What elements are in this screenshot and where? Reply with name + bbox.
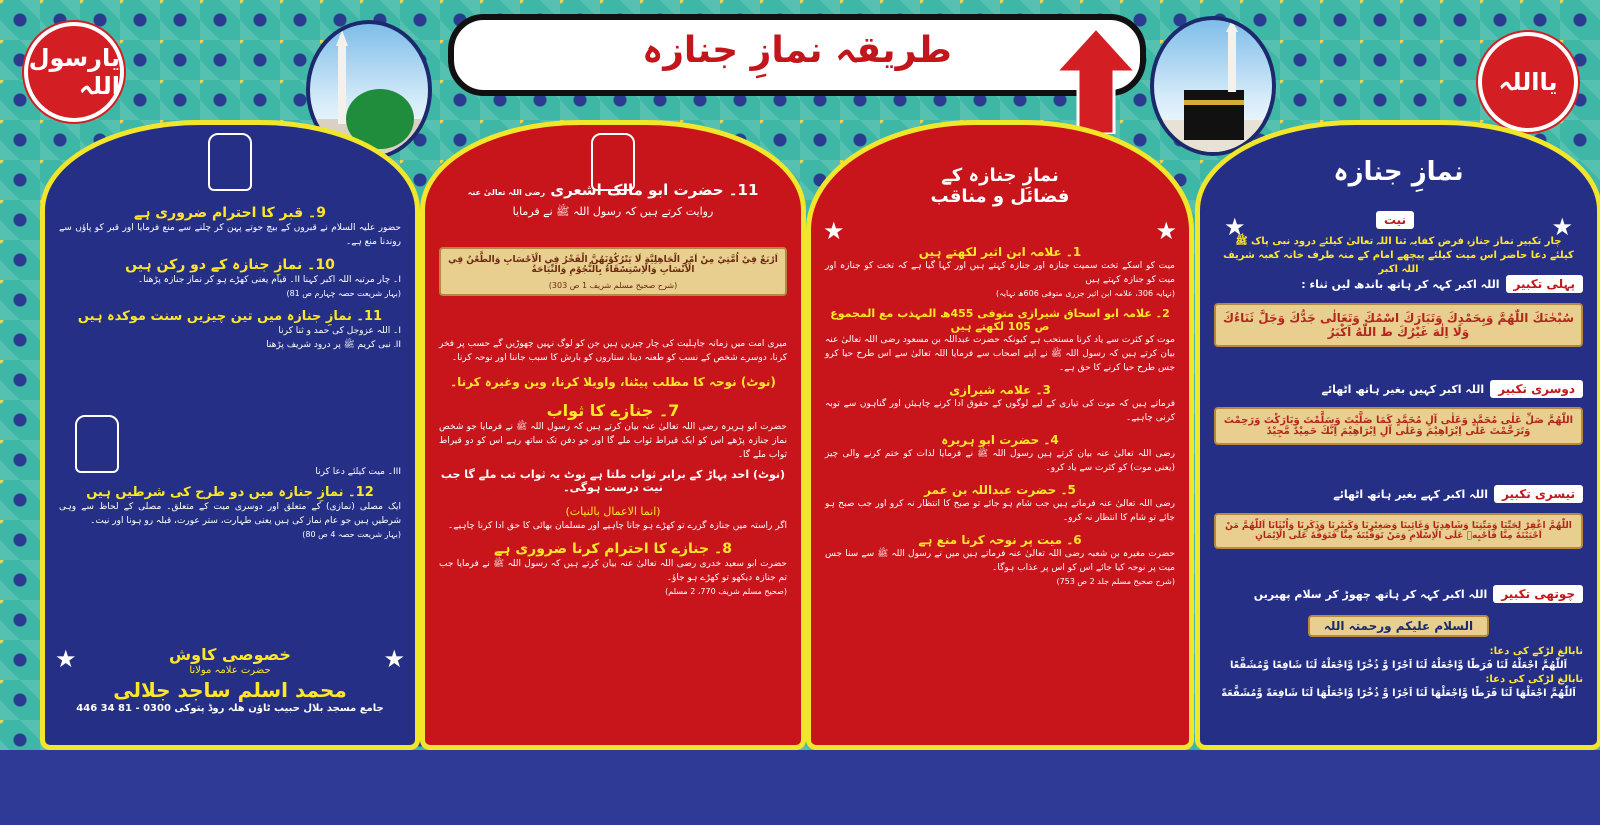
section-heading: 8۔ جنازے کا احترام کرنا ضروری ہے	[494, 541, 732, 557]
star-icon: ★	[1551, 213, 1573, 241]
section-text: حضور علیہ السلام نے قبروں کے بیچ جوتے پہن کر چلنے سے منع فرمایا اور قبر کو پاؤں سے روندنا منع ہے۔	[59, 223, 401, 247]
reference: (نہایہ 306، علامہ ابن اثیر جزری متوفی 606ھ نہایہ)	[996, 289, 1175, 298]
lantern-icon	[208, 133, 252, 191]
takbeer-label-4: چوتھی تکبیر	[1493, 585, 1583, 603]
boy-dua: اَللّٰهُمَّ اجْعَلْهُ لَنَا فَرَطًا وَّاجْعَلْهُ لَنَا اَجْرًا وَّ ذُخْرًا وَّاجْعَلْهُ لَنَا شَافِعًا وَّمُشَفَّعًا	[1229, 660, 1568, 671]
column-qabar	[40, 120, 420, 750]
section-text: رضی اللہ تعالیٰ عنہ فرماتے ہیں جب شام ہو جائے تو صبح کا انتظار نہ کرو اور جب صبح ہو جائے تو شام کا انتظار نہ کرو۔	[825, 499, 1175, 523]
section-text: حضرت مغیرہ بن شعبہ رضی اللہ تعالیٰ عنہ فرماتے ہیں میں نے رسول اللہ ﷺ سے سنا جس میت پر نوحہ کیا جائے اس کو اس پر عذاب ہوگا۔	[825, 549, 1175, 573]
star-icon: ★	[383, 645, 405, 673]
takbeer-label-1: پہلی تکبیر	[1506, 275, 1584, 293]
section-heading: 9۔ قبر کا احترام ضروری ہے	[134, 205, 326, 221]
section-heading: 11۔ نمازِ جنازہ میں تین چیزیں سنت موکدہ ہیں	[77, 309, 383, 324]
column-fazail	[806, 120, 1194, 750]
column-heading: 11۔ حضرت ابو مالک اشعری رضی اللہ تعالیٰ عنہ	[467, 181, 759, 199]
title-box	[448, 14, 1146, 96]
star-icon: ★	[823, 217, 845, 245]
credit-title: حضرت علامہ مولانا	[189, 665, 271, 676]
reference: (شرح صحیح مسلم جلد 2 ص 753)	[1056, 577, 1175, 586]
hadith-quote: (انما الاعمال بالنیات)	[565, 505, 661, 518]
address: جامع مسجد بلال حبیب ٹاؤن ھلہ روڈ پتوکی 0300 - 81 34 446	[76, 703, 384, 714]
list-item: III۔ میت کیلئے دعا کرنا	[315, 467, 401, 477]
reference: (بہار شریعت حصہ چہارم ص 81)	[286, 289, 401, 298]
column-ashari	[420, 120, 806, 750]
section-heading: 6۔ میت پر نوحہ کرنا منع ہے	[918, 533, 1082, 547]
section-heading: 10۔ نمازِ جنازہ کے دو رکن ہیں	[125, 257, 335, 273]
takbeer-text-4: اللہ اکبر کہہ کر ہاتھ چھوڑ کر سلام پھیریں	[1253, 587, 1488, 601]
boy-dua-heading: نابالغ لڑکے کی دعا:	[1489, 646, 1583, 657]
section-heading: 7۔ جنازے کا ثواب	[546, 401, 680, 420]
list-item: II۔ نبی کریم ﷺ پر درود شریف پڑھنا	[266, 340, 401, 350]
niyat-label: نیت	[1376, 211, 1414, 229]
makkah-photo	[1150, 16, 1276, 156]
thana-text: سُبْحٰنَكَ اللّٰهُمَّ وَبِحَمْدِكَ وَتَبَارَكَ اسْمُكَ وَتَعَالٰى جَدُّكَ وَجَلَّ ثَنَاءُكَ وَلَا اِلٰهَ غَيْرُكَ ط اللّٰهُ اَكْبَرُ	[1222, 311, 1575, 339]
reference: (شرح صحیح مسلم شریف 1 ص 303)	[548, 281, 678, 290]
star-icon: ★	[55, 645, 77, 673]
badge-ya-allah: یااللہ	[1478, 32, 1578, 132]
durood-text: اللّٰهُمَّ صَلِّ عَلٰى مُحَمَّدٍ وَعَلٰى آلِ مُحَمَّدٍ كَمَا صَلَّيْتَ وَسَلَّمْتَ وَبَارَكْتَ وَرَحِمْتَ وَتَرَحَّمْتَ عَلٰى اِبْرَاهِيْمَ وَعَلٰى آلِ اِبْرَاهِيْمَ اِنَّكَ حَمِيْدٌ مَّجِيْدٌ	[1223, 415, 1574, 437]
intro-text: روایت کرتے ہیں کہ رسول اللہ ﷺ نے فرمایا	[512, 205, 714, 218]
takbeer-text-2: اللہ اکبر کہیں بغیر ہاتھ اٹھائے	[1321, 382, 1485, 396]
niyat-text: چار تکبیر نماز جنازہ فرض کفایہ ثنا اللہ تعالیٰ کیلئے درود نبی پاک ﷺ	[1235, 236, 1562, 247]
section-text: I۔ چار مرتبہ اللہ اکبر کہنا II۔ قیام یعنی کھڑے ہو کر نماز جنازہ پڑھنا۔	[137, 275, 401, 285]
section-heading: 3۔ علامہ شیرازی	[949, 383, 1051, 397]
girl-dua: اَللّٰهُمَّ اجْعَلْهَا لَنَا فَرَطًا وَّاجْعَلْهَا لَنَا اَجْرًا وَّ ذُخْرًا وَّاجْعَلْهَا لَنَا شَافِعَةً وَّمُشَفَّعَةً	[1221, 688, 1576, 699]
special-effort: خصوصی کاوش	[169, 645, 291, 664]
section-text: موت کو کثرت سے یاد کرنا مستحب ہے کیونکہ حضرت عبداللہ بن مسعود رضی اللہ تعالیٰ عنہ بیان کرتے ہیں کہ رسول اللہ ﷺ نے اپنے اصحاب سے فرمایا اللہ تعالیٰ سے اس طرح حیا کرو جس طرح حیا کرنے کا حق ہے۔	[825, 335, 1175, 373]
bottom-band	[0, 750, 1600, 825]
column-namaz-janaza	[1195, 120, 1600, 750]
section-text: اگر راستہ میں جنازہ گزرے تو کھڑے ہو جانا چاہیے اور مسلمان بھائی کا حق ادا کرنا چاہیے۔	[448, 521, 787, 531]
reference: (صحیح مسلم شریف 770، 2 مسلم)	[665, 587, 787, 596]
section-text: ایک مصلی (نمازی) کے متعلق اور دوسری میت کے متعلق۔ مصلی کے لحاظ سے وہی شرطیں ہیں جو عام نماز کی ہیں یعنی طہارت، ستر عورت، قبلہ رو ہونا اور نیت۔	[59, 502, 401, 526]
note: (نوٹ) نوحہ کا مطلب پیٹنا، واویلا کرنا، وین وغیرہ کرنا۔	[450, 375, 776, 389]
section-text: فرماتے ہیں کہ موت کی تیاری کے لیے لوگوں کے حقوق ادا کرنے چاہیئں اور گناہوں سے توبہ کرنی چاہیے۔	[825, 399, 1175, 423]
kaaba-icon	[1154, 20, 1272, 152]
section-heading: 4۔ حضرت ابو ہریرہ	[941, 433, 1059, 447]
dua-text: اللّٰهُمَّ اغْفِرْ لِحَيِّنَا وَمَيِّتِنَا وَشَاهِدِنَا وَغَائِبِنَا وَصَغِيْرِنَا وَكَبِيْرِنَا وَذَكَرِنَا وَاُنْثَانَا اَللّٰهُمَّ مَنْ اَحْيَيْتَهٗ مِنَّا فَاَحْيِهٖ عَلَى الْاِسْلَامِ وَمَنْ تَوَفَّيْتَهٗ مِنَّا فَتَوَفَّهٗ عَلَى الْاِيْمَانِ	[1225, 521, 1572, 541]
takbeer-text-3: اللہ اکبر کہے بغیر ہاتھ اٹھائے	[1333, 487, 1488, 501]
list-item: I۔ اللہ عزوجل کی حمد و ثنا کرنا	[278, 326, 401, 336]
section-heading: 5۔ حضرت عبداللہ بن عمر	[924, 483, 1076, 497]
hadith-text: اَرْبَعٌ فِيْ اُمَّتِيْ مِنْ اَمْرِ الْجَاهِلِيَّةِ لَا يَتْرُكُوْنَهُنَّ الْفَخْرُ فِي الْاَحْسَابِ وَالطَّعْنُ فِي الْاَنْسَابِ وَالْاِسْتِسْقَاءُ بِالنُّجُوْمِ وَالنِّيَاحَةُ	[448, 255, 778, 275]
section-heading: 12۔ نمازِ جنازہ میں دو طرح کی شرطیں ہیں	[86, 485, 374, 500]
badge-ya-rasool-allah: یارسول اللہ	[24, 22, 124, 122]
section-text: حضرت ابو ہریرہ رضی اللہ تعالیٰ عنہ بیان کرتے ہیں کہ رسول اللہ ﷺ نے فرمایا جو شخص نماز جنازہ پڑھے اس کو ایک قیراط ثواب ملے گا اور جو دفن تک ساتھ رہے اس کو دو قیراط ثواب ملے گا۔	[439, 422, 787, 460]
takbeer-label-2: دوسری تکبیر	[1490, 380, 1583, 398]
takbeer-label-3: تیسری تکبیر	[1494, 485, 1583, 503]
salam-text: السلام علیکم ورحمتہ اللہ	[1308, 615, 1489, 637]
credit-name: محمد اسلم ساجد جلالی	[113, 678, 347, 702]
column-heading: فضائل و مناقب	[930, 186, 1070, 207]
takbeer-text-1: اللہ اکبر کہہ کر ہاتھ باندھ لیں ثناء :	[1301, 277, 1500, 291]
girl-dua-heading: نابالغ لڑکی کی دعا:	[1485, 674, 1583, 685]
section-text: حضرت ابو سعید خدری رضی اللہ تعالیٰ عنہ بیان کرتے ہیں کہ رسول اللہ ﷺ نے فرمایا جب تم جنازہ دیکھو تو کھڑے ہو جاؤ۔	[439, 559, 787, 583]
reference: (بہار شریعت حصہ 4 ص 80)	[302, 530, 401, 539]
column-heading: نمازِ جنازہ کے	[941, 165, 1059, 186]
column-heading: نمازِ جنازہ	[1333, 157, 1464, 187]
section-heading: 2۔ علامہ ابو اسحاق شیرازی متوفی 455ھ المہذب مع المجموع ص 105 لکھتے ہیں	[830, 307, 1170, 333]
translation-text: میری امت میں زمانہ جاہلیت کی چار چیزیں ہیں جن کو لوگ نہیں چھوڑیں گے حسب پر فخر کرنا، دوسرے شخص کے نسب کو طعنہ دینا، ستاروں کو بارش کا سبب جاننا اور نوحہ کرنا۔	[439, 339, 787, 363]
star-icon: ★	[1155, 217, 1177, 245]
star-icon: ★	[1224, 213, 1246, 241]
section-heading: 1۔ علامہ ابن اثیر لکھتے ہیں	[918, 245, 1082, 259]
note: (نوٹ) احد پہاڑ کے برابر ثواب ملتا ہے نوٹ یہ ثواب تب ملے گا جب نیت درست ہوگی۔	[440, 468, 786, 494]
up-arrow-icon	[1056, 28, 1136, 134]
niyat-text: کیلئے دعا حاضر اس میت کیلئے پیچھے امام کے منہ طرف خانہ کعبہ شریف اللہ اکبر	[1223, 250, 1574, 275]
page-title: طریقہ نمازِ جنازہ	[642, 30, 952, 71]
section-text: میت کو اسکے تخت سمیت جنازہ اور جنازہ کہتے ہیں اور کہا گیا ہے کہ تخت کو جنازہ اور میت کو جنازہ کہتے ہیں	[825, 261, 1175, 285]
section-text: رضی اللہ تعالیٰ عنہ بیان کرتے ہیں رسول اللہ ﷺ نے فرمایا لذات کو ختم کرنے والی چیز (یعنی موت) کو کثرت سے یاد کرو۔	[825, 449, 1175, 473]
niyat-ribbon	[1340, 209, 1450, 229]
